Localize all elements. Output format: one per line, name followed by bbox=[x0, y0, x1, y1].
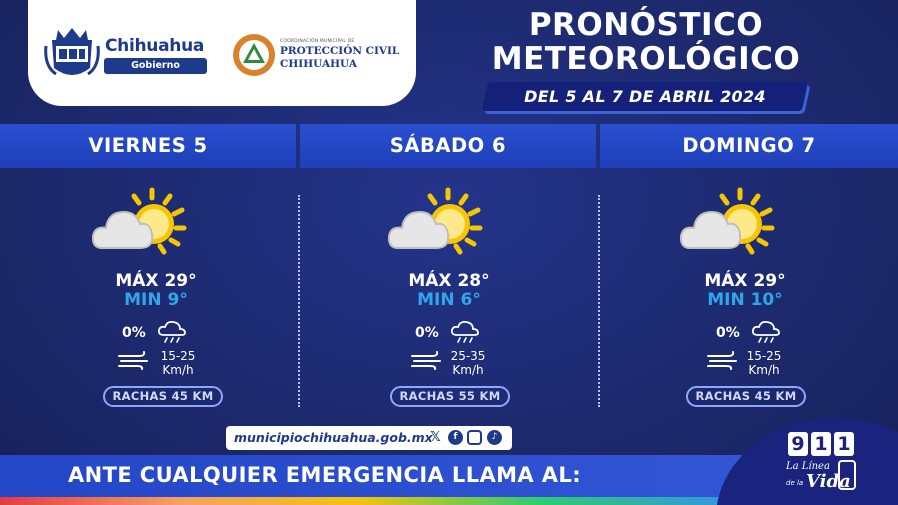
max-temp: MÁX 28° bbox=[408, 271, 490, 291]
day-header-1: VIERNES 5 bbox=[0, 124, 296, 168]
x-icon[interactable]: 𝕏 bbox=[430, 430, 441, 445]
digit-1: 1 bbox=[811, 432, 831, 456]
pc-coordination-label: COORDINACIÓN MUNICIPAL DE bbox=[280, 39, 355, 44]
digit-1: 1 bbox=[834, 432, 854, 456]
vida-label: Vida bbox=[806, 471, 851, 492]
digit-9: 9 bbox=[788, 432, 808, 456]
gusts-badge: RACHAS 45 KM bbox=[686, 386, 806, 407]
gusts-badge: RACHAS 45 KM bbox=[103, 386, 223, 407]
wind-icon bbox=[410, 350, 444, 370]
wind-speed-range bbox=[443, 349, 493, 377]
partly-cloudy-icon bbox=[90, 186, 200, 266]
wind-range-value: 15-25 bbox=[746, 349, 782, 363]
partly-cloudy-icon bbox=[386, 186, 496, 266]
max-temp: MÁX 29° bbox=[704, 271, 786, 291]
emergency-call-text: ANTE CUALQUIER EMERGENCIA LLAMA AL: bbox=[68, 463, 582, 487]
website-link[interactable]: municipiochihuahua.gob.mx bbox=[234, 430, 433, 445]
column-divider bbox=[298, 195, 300, 407]
linea-label: La Línea bbox=[786, 461, 830, 472]
wind-icon bbox=[706, 350, 740, 370]
page-title bbox=[456, 8, 836, 76]
date-range: DEL 5 AL 7 DE ABRIL 2024 bbox=[524, 87, 766, 106]
wind-unit: Km/h bbox=[452, 363, 484, 377]
wind-range-value: 25-35 bbox=[450, 349, 486, 363]
wind-unit: Km/h bbox=[162, 363, 194, 377]
pc-name-line2: CHIHUAHUA bbox=[280, 58, 357, 70]
de-la-label: de la bbox=[786, 479, 804, 487]
max-temp: MÁX 29° bbox=[115, 271, 197, 291]
chihuahua-title: Chihuahua bbox=[105, 36, 205, 56]
pc-name-line1: PROTECCIÓN CIVIL bbox=[280, 45, 400, 57]
wind-speed-range bbox=[153, 349, 203, 377]
phone-icon bbox=[838, 460, 856, 490]
min-temp: MIN 10° bbox=[707, 290, 783, 310]
chihuahua-subtitle: Gobierno Municipal bbox=[104, 58, 207, 74]
day-header-2: SÁBADO 6 bbox=[300, 124, 596, 168]
rain-probability: 0% bbox=[122, 325, 146, 341]
chihuahua-crest-icon bbox=[44, 26, 100, 84]
day-header-3: DOMINGO 7 bbox=[600, 124, 898, 168]
wind-unit: Km/h bbox=[748, 363, 780, 377]
wind-range-value: 15-25 bbox=[160, 349, 196, 363]
wind-icon bbox=[117, 350, 151, 370]
instagram-icon[interactable] bbox=[467, 430, 482, 445]
rain-probability: 0% bbox=[716, 325, 740, 341]
min-temp: MIN 9° bbox=[124, 290, 188, 310]
rain-cloud-icon bbox=[751, 320, 781, 344]
title-line2: METEOROLÓGICO bbox=[491, 41, 801, 77]
facebook-icon[interactable]: f bbox=[448, 430, 463, 445]
column-divider bbox=[598, 195, 600, 407]
rain-cloud-icon bbox=[157, 320, 187, 344]
partly-cloudy-icon bbox=[678, 186, 788, 266]
title-line1: PRONÓSTICO bbox=[528, 7, 764, 43]
rain-cloud-icon bbox=[450, 320, 480, 344]
gusts-badge: RACHAS 55 KM bbox=[390, 386, 510, 407]
min-temp: MIN 6° bbox=[417, 290, 481, 310]
rain-probability: 0% bbox=[415, 325, 439, 341]
wind-speed-range bbox=[739, 349, 789, 377]
tiktok-icon[interactable]: ♪ bbox=[487, 430, 502, 445]
proteccion-civil-emblem-icon bbox=[232, 33, 276, 77]
